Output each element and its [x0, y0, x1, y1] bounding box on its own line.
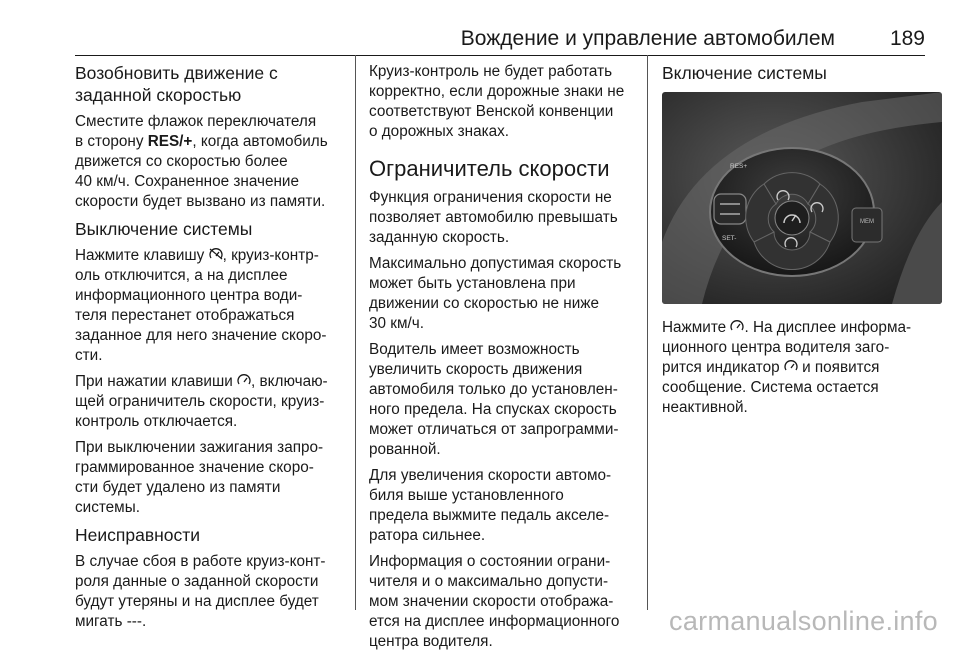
- fault-heading: Неисправности: [75, 525, 201, 545]
- steering-wheel-controls-image: [662, 92, 942, 304]
- speed-limiter-icon: [784, 358, 798, 378]
- function-paragraph: Функция ограничения скорости не позволяет автомобилю превышать заданную скорость.: [369, 189, 618, 246]
- header-rule: [75, 55, 925, 56]
- page-header: [75, 26, 925, 54]
- resume-heading: Возобновить движение с заданной скоростью: [75, 63, 278, 105]
- res-button-label: RES/+: [147, 133, 193, 150]
- speed-limiter-icon: [237, 372, 251, 392]
- max-speed-paragraph: Максимально допустимая скорость может быть установлена при движении со скоростью не ниже 30 км/ч.: [369, 255, 622, 332]
- watermark: carmanualsonline.info: [669, 606, 938, 636]
- intro-paragraph: Круиз-контроль не будет работать корректно, если дорожные знаки не соответствуют Венской конвенции о дорожных знаках.: [369, 63, 625, 140]
- column-divider: [647, 55, 648, 610]
- column-divider: [355, 55, 356, 610]
- page-title: Вождение и управление автомобилем: [460, 27, 835, 50]
- res-label: RES+: [730, 163, 748, 170]
- off-paragraph: Нажмите клавишу , круиз-контр- оль отключится, а на дисплее информационного центра води- теля перестанет отображаться заданное для него значение скоро- сти.: [75, 247, 327, 364]
- fault-paragraph: В случае сбоя в работе круиз-конт- роля данные о заданной скорости будут утеряны и на дисплее будет мигать ---.: [75, 553, 326, 630]
- column-1: [75, 62, 347, 638]
- mem-label: MEM: [860, 219, 874, 225]
- speed-limiter-icon: [730, 318, 744, 338]
- resume-paragraph: Сместите флажок переключателя в сторону RES/+, когда автомобиль движется со скоростью более 40 км/ч. Сохраненное значение скорости будет вызвано из памяти.: [75, 113, 328, 210]
- limiter-heading: Ограничитель скорости: [369, 156, 610, 181]
- limiter-paragraph: При нажатии клавиши , включаю- щей ограничитель скорости, круиз- контроль отключается.: [75, 373, 328, 430]
- press-paragraph: Нажмите . На дисплее информа- ционного центра водителя заго- рится индикатор и появится сообщение. Система остается неактивной.: [662, 319, 912, 416]
- page-number: 189: [889, 27, 925, 50]
- ignition-paragraph: При выключении зажигания запро- граммированное значение скоро- сти будет удалено из памяти системы.: [75, 439, 324, 516]
- info-paragraph: Информация о состоянии ограни- чителя и о максимально допусти- мом значении скорости отобража- ется на дисплее информационного центра водителя.: [369, 553, 620, 650]
- set-label: SET-: [722, 235, 737, 242]
- off-heading: Выключение системы: [75, 219, 253, 239]
- on-heading: Включение системы: [662, 63, 827, 83]
- driver-paragraph: Водитель имеет возможность увеличить скорость движения автомобиля только до установлен- ного предела. На спусках скорость может отличаться от запрограмми- рованной.: [369, 341, 619, 458]
- increase-paragraph: Для увеличения скорости автомо- биля выше установленного предела выжмите педаль акселе- ратора сильнее.: [369, 467, 612, 544]
- column-3: [662, 62, 942, 424]
- cruise-control-off-icon: [209, 246, 223, 266]
- column-2: [369, 62, 639, 658]
